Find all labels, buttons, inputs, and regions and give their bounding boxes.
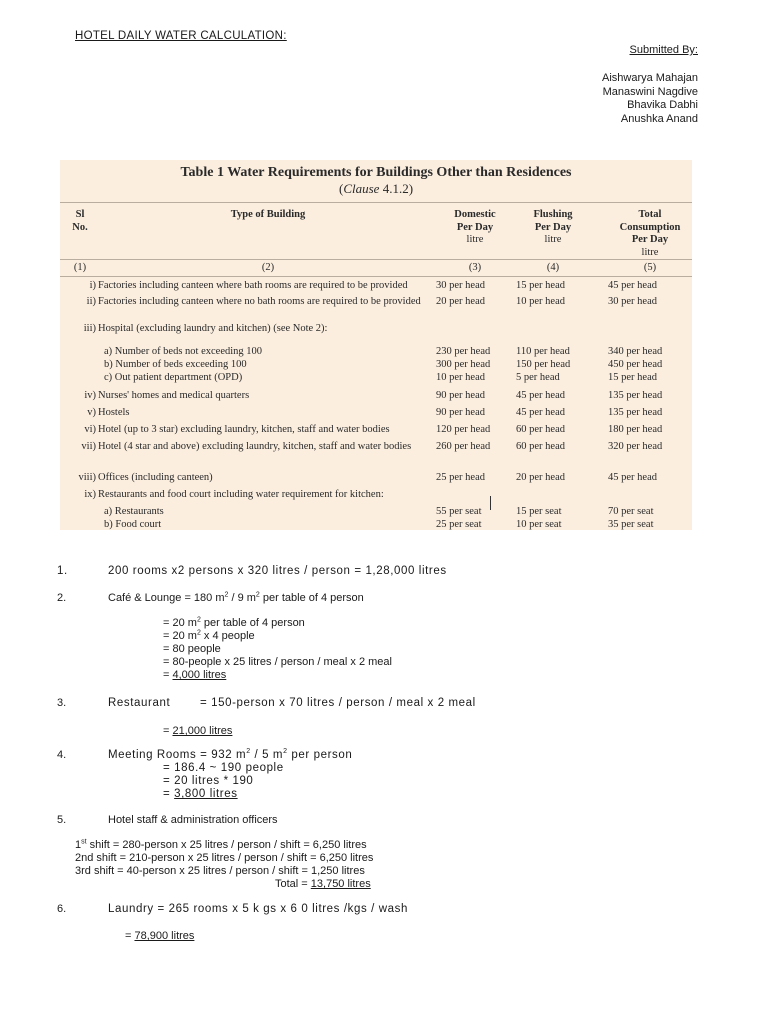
row-sl: vi) <box>84 424 96 435</box>
row-total: 45 per head <box>608 472 657 483</box>
row-sl: v) <box>87 407 96 418</box>
calc-restaurant-result: = 21,000 litres <box>163 725 233 737</box>
calc-meeting: Meeting Rooms = 932 $m^2 / 5$ $m^2$ per person <box>108 748 353 761</box>
row-domestic: 90 per head <box>436 390 485 401</box>
author-list <box>602 72 698 126</box>
table-row <box>60 389 692 402</box>
row-type: Factories including canteen where bath rooms are required to be provided <box>98 280 408 291</box>
row-total: 135 per head <box>608 407 663 418</box>
col-total: Total Consumption Per Day litre <box>619 209 681 258</box>
item-number: 6. <box>57 903 67 915</box>
table-row <box>60 471 692 484</box>
table-row <box>60 440 692 466</box>
row-type: c) Out patient department (OPD) <box>104 372 243 383</box>
row-total: 70 per seat <box>608 506 654 517</box>
row-flushing: 60 per head <box>516 441 565 452</box>
calc-restaurant: Restaurant <box>108 697 171 709</box>
row-type: Offices (including canteen) <box>98 472 213 483</box>
row-flushing: 20 per head <box>516 472 565 483</box>
calc-staff: Hotel staff & administration officers <box>108 814 278 826</box>
row-flushing: 45 per head <box>516 407 565 418</box>
row-domestic: 10 per head <box>436 372 485 383</box>
calc-shift-3: 3rd shift = 40-person x 25 litres / person / shift = 1,250 litres <box>75 865 365 877</box>
calc-cafe-result: = 4,000 litres <box>163 669 227 681</box>
row-domestic: 25 per head <box>436 472 485 483</box>
col-domestic: Domestic Per Day litre <box>454 209 496 245</box>
row-type: Factories including canteen where no bath rooms are required to be provided <box>98 296 421 307</box>
table-row <box>60 371 692 384</box>
submitted-by-label: Submitted By: <box>629 44 698 56</box>
calc-cafe: Café & Lounge = 180 $m^2 / 9$ $m^2$ per table of 4 person <box>108 591 364 604</box>
calc-shift-1: 1st shift = 280-person x 25 litres / person / shift = 6,250 litres <box>75 838 367 851</box>
row-domestic: 120 per head <box>436 424 491 435</box>
row-sl: i) <box>89 280 96 291</box>
row-domestic: 260 per head <box>436 441 491 452</box>
col-number: (3) <box>468 262 482 273</box>
row-domestic: 90 per head <box>436 407 485 418</box>
calc-laundry-result: = 78,900 litres <box>125 930 195 942</box>
row-type: a) Restaurants <box>104 506 164 517</box>
water-requirements-table <box>60 160 692 530</box>
calc-restaurant-formula: = 150-person x 70 litres / person / meal x 2 meal <box>200 697 476 709</box>
item-number: 1. <box>57 565 68 577</box>
calc-staff-total: Total = 13,750 litres <box>275 878 371 890</box>
calc-rooms: 200 rooms x2 persons x 320 litres / person = 1,28,000 litres <box>108 565 447 577</box>
col-number: (4) <box>546 262 560 273</box>
row-total: 320 per head <box>608 441 663 452</box>
row-flushing: 15 per seat <box>516 506 562 517</box>
row-flushing: 110 per head <box>516 346 570 357</box>
col-number: (1) <box>73 262 87 273</box>
calc-cafe-line: = 80 people <box>163 643 221 655</box>
table-row <box>60 358 692 371</box>
row-total: 135 per head <box>608 390 663 401</box>
col-type: Type of Building <box>230 209 306 220</box>
row-flushing: 10 per seat <box>516 519 562 530</box>
row-type: Hostels <box>98 407 130 418</box>
table-row <box>60 295 692 321</box>
row-total: 45 per head <box>608 280 657 291</box>
author-name: Manaswini Nagdive <box>602 85 698 98</box>
row-sl: vii) <box>81 441 96 452</box>
col-flushing: Flushing Per Day litre <box>533 209 573 245</box>
row-flushing: 150 per head <box>516 359 571 370</box>
author-name: Anushka Anand <box>620 112 698 125</box>
row-sl: viii) <box>78 472 96 483</box>
calc-cafe-line: = 20 $m^2$ x 4 people <box>163 629 255 642</box>
row-type: Nurses' homes and medical quarters <box>98 390 250 401</box>
row-type: Restaurants and food court including water requirement for kitchen: <box>98 489 384 500</box>
calc-cafe-line: = 80-people x 25 litres / person / meal x 2 meal <box>163 656 392 668</box>
row-domestic: 30 per head <box>436 280 485 291</box>
row-total: 15 per head <box>608 372 657 383</box>
table-row <box>60 518 692 531</box>
row-flushing: 5 per head <box>516 372 560 383</box>
row-domestic: 55 per seat <box>436 506 482 517</box>
row-sl: ix) <box>84 489 96 500</box>
col-number: (5) <box>643 262 657 273</box>
item-number: 3. <box>57 697 67 709</box>
row-type: Hotel (4 star and above) excluding laundry, kitchen, staff and water bodies <box>98 441 412 452</box>
row-sl: iv) <box>84 390 96 401</box>
row-flushing: 15 per head <box>516 280 565 291</box>
item-number: 4. <box>57 749 67 761</box>
item-number: 2. <box>57 592 67 604</box>
row-total: 180 per head <box>608 424 663 435</box>
row-domestic: 230 per head <box>436 346 491 357</box>
row-type: Hotel (up to 3 star) excluding laundry, kitchen, staff and water bodies <box>98 424 390 435</box>
column-number-row <box>60 260 692 277</box>
table-clause: (Clause 4.1.2) <box>338 181 414 196</box>
row-flushing: 10 per head <box>516 296 565 307</box>
author-name: Aishwarya Mahajan <box>602 72 698 84</box>
table-row <box>60 406 692 419</box>
row-sl: ii) <box>86 296 96 307</box>
row-flushing: 45 per head <box>516 390 565 401</box>
col-sl: Sl No. <box>72 209 88 233</box>
calc-meeting-line: = 186.4 ~ 190 people <box>163 762 284 774</box>
row-type: Hospital (excluding laundry and kitchen) (see Note 2): <box>98 323 328 334</box>
table-row <box>60 322 692 335</box>
author-name: Bhavika Dabhi <box>627 99 698 111</box>
calc-meeting-result: = 3,800 litres <box>163 788 238 800</box>
table-row <box>60 345 692 358</box>
item-number: 5. <box>57 814 67 826</box>
row-domestic: 300 per head <box>436 359 491 370</box>
table-row <box>60 488 692 501</box>
row-type: b) Number of beds exceeding 100 <box>104 359 247 370</box>
calc-cafe-line: = 20 $m^2$ per table of 4 person <box>163 616 305 629</box>
row-total: 30 per head <box>608 296 657 307</box>
table-row <box>60 423 692 436</box>
col-number: (2) <box>261 262 275 273</box>
calc-meeting-line: = 20 litres * 190 <box>163 775 254 787</box>
table-column-headers <box>60 203 692 260</box>
row-total: 450 per head <box>608 359 663 370</box>
row-flushing: 60 per head <box>516 424 565 435</box>
text-cursor <box>490 496 491 510</box>
row-total: 340 per head <box>608 346 663 357</box>
calc-laundry: Laundry = 265 rooms x 5 k gs x 6 0 litres /kgs / wash <box>108 903 408 915</box>
document-title: HOTEL DAILY WATER CALCULATION: <box>75 30 287 42</box>
table-row <box>60 505 692 518</box>
table-heading <box>60 160 692 203</box>
table-row <box>60 279 692 292</box>
row-domestic: 25 per seat <box>436 519 482 530</box>
row-sl: iii) <box>83 323 96 334</box>
row-total: 35 per seat <box>608 519 654 530</box>
row-domestic: 20 per head <box>436 296 485 307</box>
row-type: b) Food court <box>104 519 162 530</box>
calc-shift-2: 2nd shift = 210-person x 25 litres / person / shift = 6,250 litres <box>75 852 374 864</box>
row-type: a) Number of beds not exceeding 100 <box>104 346 263 357</box>
table-title: Table 1 Water Requirements for Buildings Other than Residences <box>180 165 572 180</box>
